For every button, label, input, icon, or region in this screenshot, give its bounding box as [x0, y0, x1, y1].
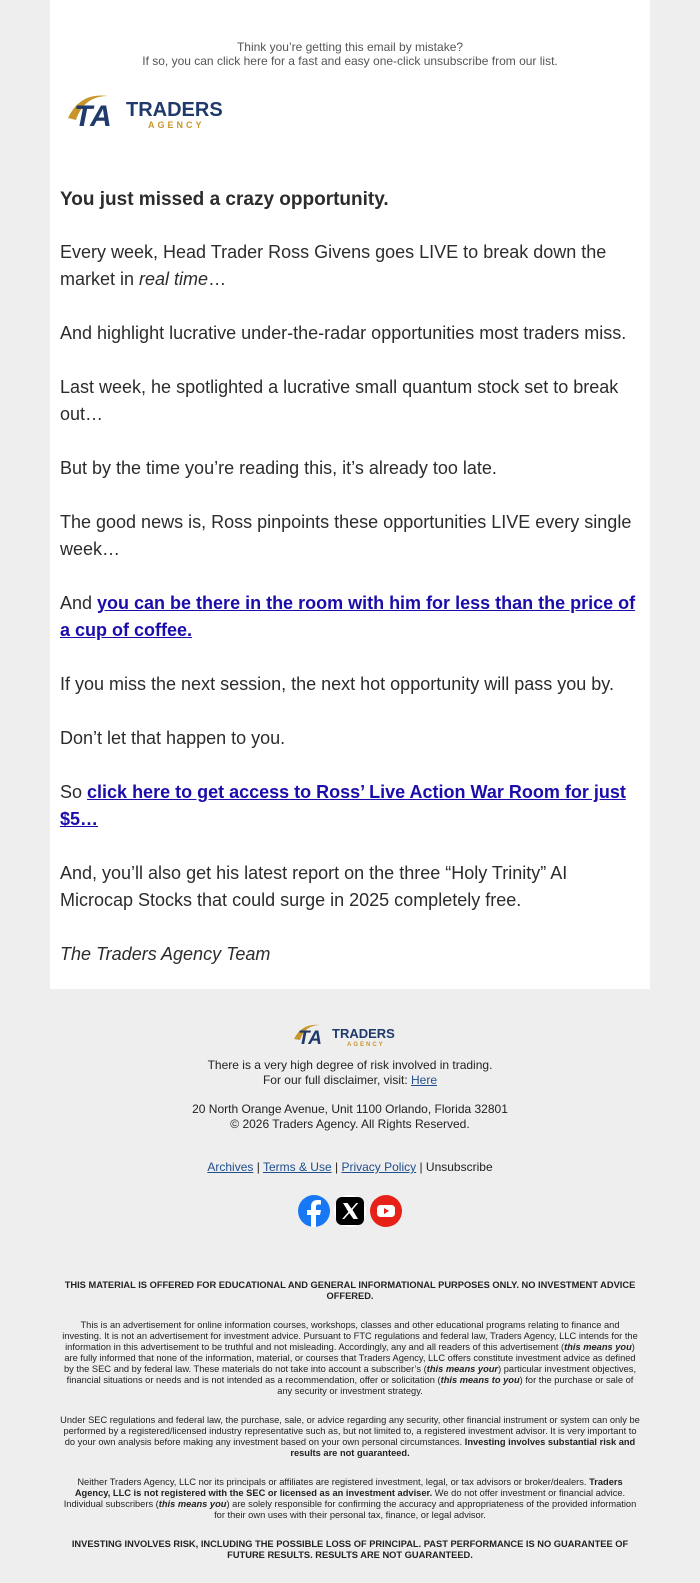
email-body	[60, 186, 645, 995]
logo-name: TRADERS	[126, 99, 223, 121]
legal-para-sec: Under SEC regulations and federal law, the purchase, sale, or advice regarding any security, other financial instrument or system can only be performed by a registered/licensed industry representative such as, but not limited to, a registered investment advisor. It is very important to do your own analysis before making any investment based on your own personal circumstances. Investing involves substantial risk and results are not guaranteed.	[60, 1415, 640, 1458]
risk-notice: INVESTING INVOLVES RISK, INCLUDING THE POSSIBLE LOSS OF PRINCIPAL. PAST PERFORMANCE IS NO GUARANTEE OF FUTURE RESULTS. RESULTS ARE NOT GUARANTEED.	[71, 1539, 629, 1560]
svg-text:TA: TA	[298, 1028, 322, 1049]
footer-logo[interactable]	[292, 1020, 408, 1050]
paragraph-report: And, you’ll also get his latest report on the three “Holy Trinity” AI Microcap Stocks that could surge in 2025 completely free.	[60, 863, 568, 910]
signoff: The Traders Agency Team	[60, 944, 271, 964]
terms-link[interactable]: Terms & Use	[262, 1160, 332, 1174]
svg-text:AGENCY: AGENCY	[347, 1042, 385, 1048]
coffee-offer-link[interactable]: you can be there in the room with him for less than the price of a cup of coffee.	[60, 593, 636, 640]
disclaimer-line: For our full disclaimer, visit: Here	[262, 1073, 438, 1087]
address: 20 North Orange Avenue, Unit 1100 Orlando, Florida 32801	[192, 1102, 508, 1116]
social-icons	[50, 1195, 650, 1227]
legal-para-advertisement: This is an advertisement for online information courses, workshops, classes and other educational programs relating to finance and investing. It is not an advertisement for investment advice. Pursuant to FTC regulations and federal law, Traders Agency, LLC intends for the information in this advertisement to be truthful and not misleading. Accordingly, any and all readers of this advertisement (this means you) are fully informed that none of the information, material, or courses that Traders Agency, LLC offers constitute investment advice as defined by the SEC and by federal law. These materials do not take into account a subscriber’s (this means your) particular investment objectives, financial situations or needs and is not intended as a recommendation, offer or solicitation (this means to you) for the purchase or sale of any security or investment strategy.	[62, 1320, 638, 1396]
legal-para-advisors: Neither Traders Agency, LLC nor its principals or affiliates are registered investment, legal, or tax advisors or broker/dealers. Traders Agency, LLC is not registered with the SEC or licensed as an investment adviser. We do not offer investment or financial advice. Individual subscribers (this means you) are solely responsible for confirming the accuracy and appropriateness of the provided information for their own uses with their personal tax, finance, or legal advisor.	[63, 1477, 637, 1520]
email-card	[50, 0, 650, 989]
archives-link[interactable]: Archives	[207, 1160, 254, 1174]
headline: You just missed a crazy opportunity.	[60, 189, 389, 210]
preheader-mistake-text: Think you’re getting this email by mistake?	[236, 40, 464, 54]
youtube-icon[interactable]	[370, 1195, 402, 1227]
paragraph-live: Every week, Head Trader Ross Givens goes LIVE to break down the market in real time…	[60, 242, 607, 289]
facebook-icon[interactable]	[298, 1195, 330, 1227]
footer-links: Archives | Terms & Use | Privacy Policy | Unsubscribe	[207, 1160, 493, 1174]
paragraph-last-week: Last week, he spotlighted a lucrative small quantum stock set to break out…	[60, 377, 619, 424]
x-icon[interactable]	[334, 1195, 366, 1227]
paragraph-dont-let: Don’t let that happen to you.	[60, 728, 286, 748]
paragraph-access: So click here to get access to Ross’ Live Action War Room for just $5…	[60, 782, 626, 829]
paragraph-too-late: But by the time you’re reading this, it’s already too late.	[60, 458, 497, 478]
paragraph-good-news: The good news is, Ross pinpoints these opportunities LIVE every single week…	[60, 512, 632, 559]
war-room-access-link[interactable]: click here to get access to Ross’ Live Action War Room for just $5…	[60, 782, 626, 829]
unsubscribe-link[interactable]: Unsubscribe	[425, 1160, 493, 1174]
traders-agency-logo[interactable]	[64, 88, 244, 136]
footer	[50, 1020, 650, 1227]
preheader	[50, 40, 650, 68]
paragraph-coffee: And you can be there in the room with him for less than the price of a cup of coffee.	[60, 593, 636, 640]
disclaimer-link[interactable]: Here	[411, 1073, 438, 1087]
logo-sub: AGENCY	[148, 120, 205, 130]
paragraph-miss: If you miss the next session, the next hot opportunity will pass you by.	[60, 674, 614, 694]
paragraph-highlight: And highlight lucrative under-the-radar opportunities most traders miss.	[60, 323, 627, 343]
copyright: © 2026 Traders Agency. All Rights Reserved.	[230, 1117, 470, 1131]
logo-mark: TA	[74, 100, 112, 133]
risk-statement: There is a very high degree of risk involved in trading.	[207, 1058, 493, 1072]
educational-notice: THIS MATERIAL IS OFFERED FOR EDUCATIONAL AND GENERAL INFORMATIONAL PURPOSES ONLY. NO INVESTMENT ADVICE OFFERED.	[64, 1280, 636, 1301]
privacy-link[interactable]: Privacy Policy	[341, 1160, 417, 1174]
preheader-unsubscribe-link[interactable]: If so, you can click here for a fast and easy one-click unsubscribe from our list.	[142, 54, 558, 68]
legal-disclaimer	[60, 1280, 640, 1579]
svg-text:TRADERS: TRADERS	[332, 1026, 395, 1041]
